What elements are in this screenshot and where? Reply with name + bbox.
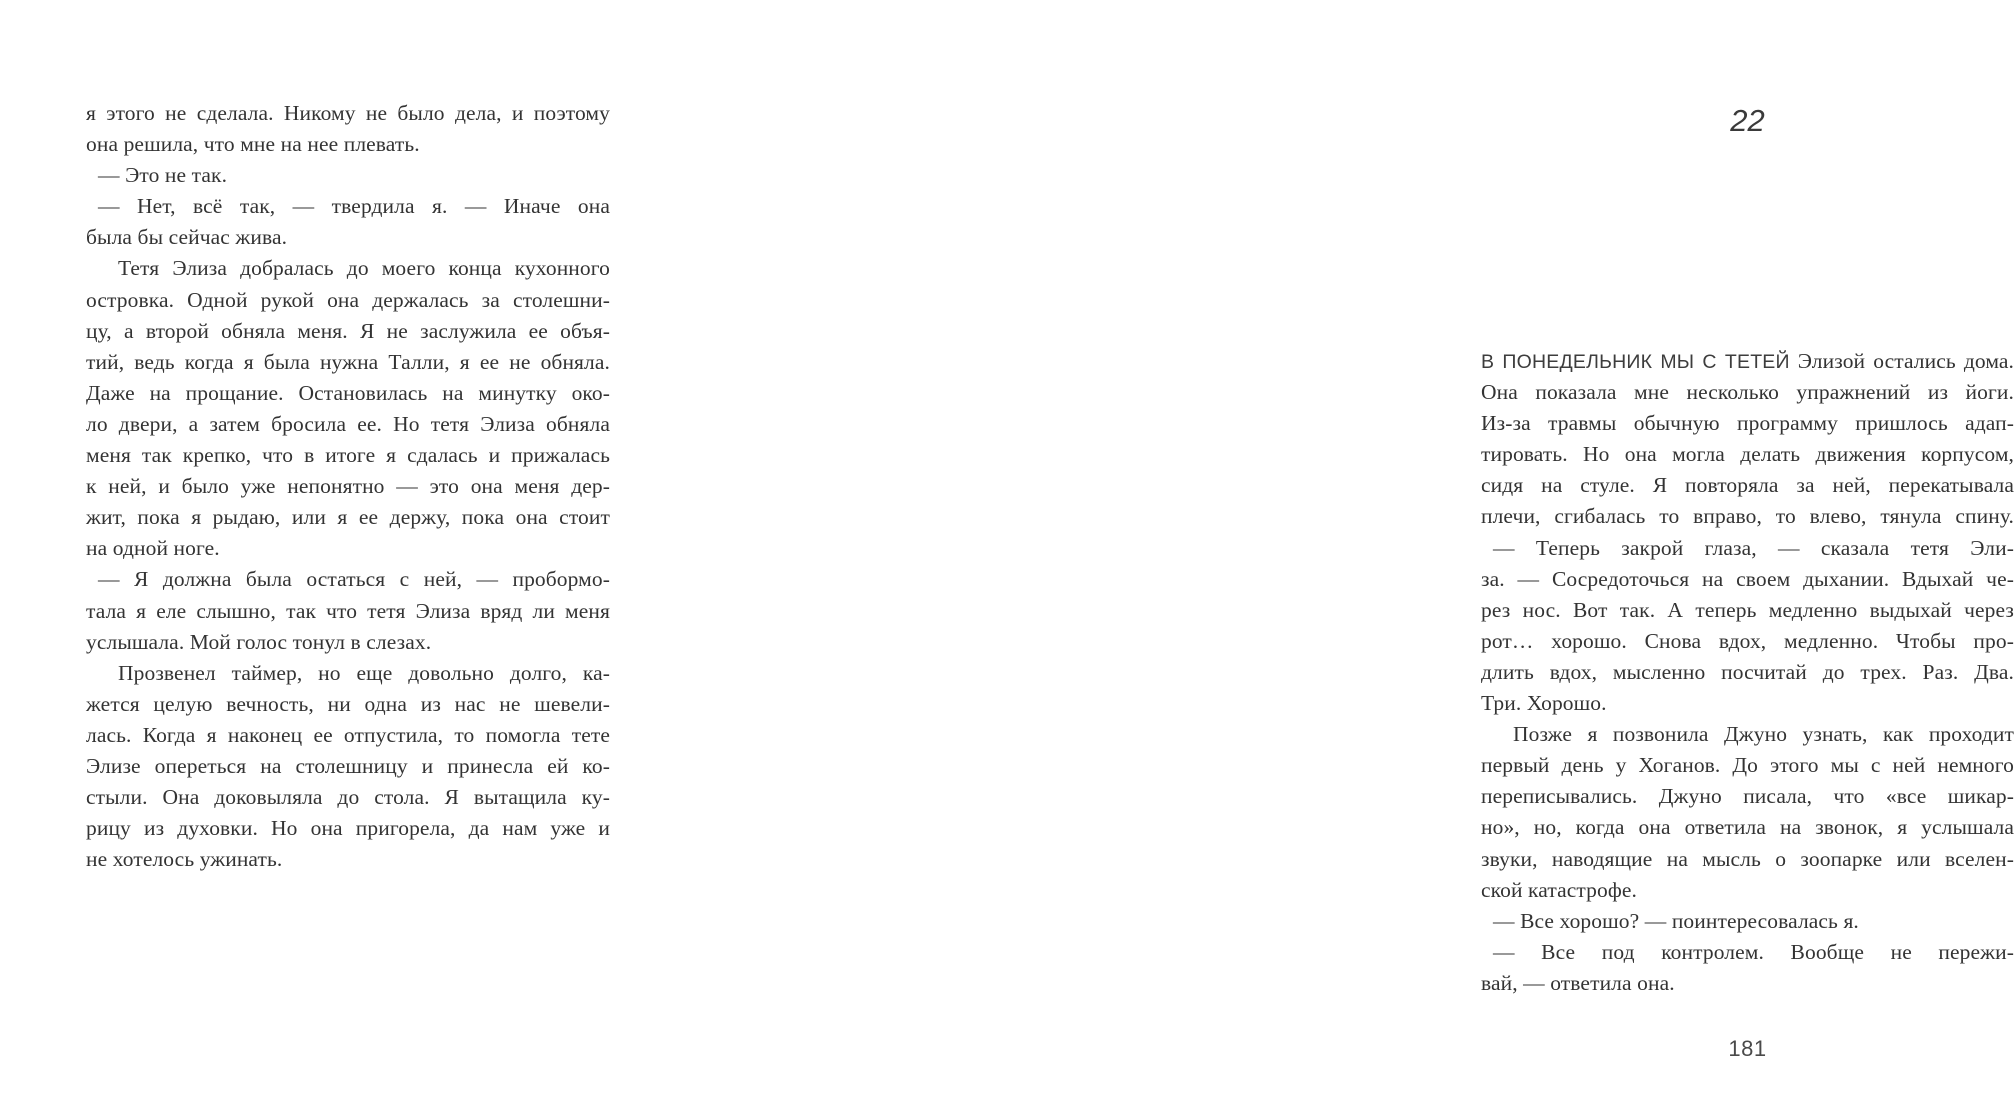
text-line: стыли. Она доковыляла до стола. Я вытащила ку- xyxy=(86,785,610,810)
chapter-number: 22 xyxy=(1730,103,1765,138)
text-line: меня так крепко, что в итоге я сдалась и прижалась xyxy=(86,443,610,468)
right-page xyxy=(700,0,2014,1119)
page-number: 181 xyxy=(1728,1036,1767,1061)
text-line: ской катастрофе. xyxy=(1481,877,1637,902)
text-line: Позже я позвонила Джуно узнать, как проходит xyxy=(1513,722,2014,747)
text-line: рицу из духовки. Но она пригорела, да нам уже и xyxy=(86,816,610,841)
text-line: сидя на стуле. Я повторяла за ней, перекатывала xyxy=(1481,473,2014,498)
text-line: но», но, когда она ответила на звонок, я услышала xyxy=(1481,815,2014,840)
text-line: не хотелось ужинать. xyxy=(86,847,283,872)
text-line: длить вдох, мысленно посчитай до трех. Раз. Два. xyxy=(1481,659,2014,684)
text-line: рез нос. Вот так. А теперь медленно выдыхай через xyxy=(1481,597,2014,622)
text-line: ло двери, а затем бросила ее. Но тетя Элиза обняла xyxy=(86,411,610,436)
text-line: Из-за травмы обычную программу пришлось адап- xyxy=(1481,411,2014,436)
text-line: была бы сейчас жива. xyxy=(86,225,288,250)
text-line: островка. Одной рукой она держалась за столешни- xyxy=(86,287,610,312)
text-line: к ней, и было уже непонятно — это она меня дер- xyxy=(86,474,610,499)
chapter-opener-smallcaps: В ПОНЕДЕЛЬНИК МЫ С ТЕТЕЙ xyxy=(1481,351,1790,373)
text-line: Три. Хорошо. xyxy=(1481,691,1607,716)
left-page xyxy=(0,0,700,1119)
text-line: плечи, сгибалась то вправо, то влево, тянула спину. xyxy=(1481,504,2014,529)
text-line: — Нет, всё так, — твердила я. — Иначе она xyxy=(98,194,610,219)
text-line: переписывались. Джуно писала, что «все шикар- xyxy=(1481,784,2014,809)
text-line: — Теперь закрой глаза, — сказала тетя Эли- xyxy=(1493,535,2014,560)
text-line: Элизе опереться на столешницу и принесла ей ко- xyxy=(86,753,610,778)
text-line: Даже на прощание. Остановилась на минутку око- xyxy=(86,380,610,405)
text-line: В ПОНЕДЕЛЬНИК МЫ С ТЕТЕЙ Элизой остались дома. xyxy=(1481,349,2014,373)
text-line: — Все хорошо? — поинтересовалась я. xyxy=(1493,908,1859,933)
text-line: тировать. Но она могла делать движения корпусом, xyxy=(1481,442,2014,467)
text-line: она решила, что мне на нее плевать. xyxy=(86,132,420,157)
text-line: рот… хорошо. Снова вдох, медленно. Чтобы про- xyxy=(1481,628,2014,653)
text-line: жит, пока я рыдаю, или я ее держу, пока она стоит xyxy=(86,505,610,530)
right-page-text xyxy=(1481,346,2014,999)
text-line: услышала. Мой голос тонул в слезах. xyxy=(86,629,432,654)
text-line: Тетя Элиза добралась до моего конца кухонного xyxy=(118,256,610,281)
text-line: за. — Сосредоточься на своем дыхании. Вдыхай че- xyxy=(1481,566,2014,591)
text-line: цу, а второй обняла меня. Я не заслужила ее объя- xyxy=(86,318,610,343)
text-line: Прозвенел таймер, но еще довольно долго, ка- xyxy=(118,660,610,685)
text-line: жется целую вечность, ни одна из нас не шевели- xyxy=(86,691,610,716)
text-line: — Все под контролем. Вообще не пережи- xyxy=(1493,939,2014,964)
text-line: — Это не так. xyxy=(98,163,228,188)
text-line: — Я должна была остаться с ней, — пробормо- xyxy=(98,567,610,592)
text-line: звуки, наводящие на мысль о зоопарке или вселен- xyxy=(1481,846,2014,871)
text-line: вай, — ответила она. xyxy=(1481,970,1675,995)
text-line: тий, ведь когда я была нужна Талли, я ее не обняла. xyxy=(86,349,610,374)
text-line: первый день у Хоганов. До этого мы с ней немного xyxy=(1481,753,2014,778)
text-line: Она показала мне несколько упражнений из йоги. xyxy=(1481,380,2014,405)
text-line: на одной ноге. xyxy=(86,536,220,561)
text-line: тала я еле слышно, так что тетя Элиза вряд ли меня xyxy=(86,598,610,623)
text-line: я этого не сделала. Никому не было дела, и поэтому xyxy=(86,101,610,125)
left-page-text xyxy=(86,98,610,875)
text-line: лась. Когда я наконец ее отпустила, то помогла тете xyxy=(86,722,610,747)
